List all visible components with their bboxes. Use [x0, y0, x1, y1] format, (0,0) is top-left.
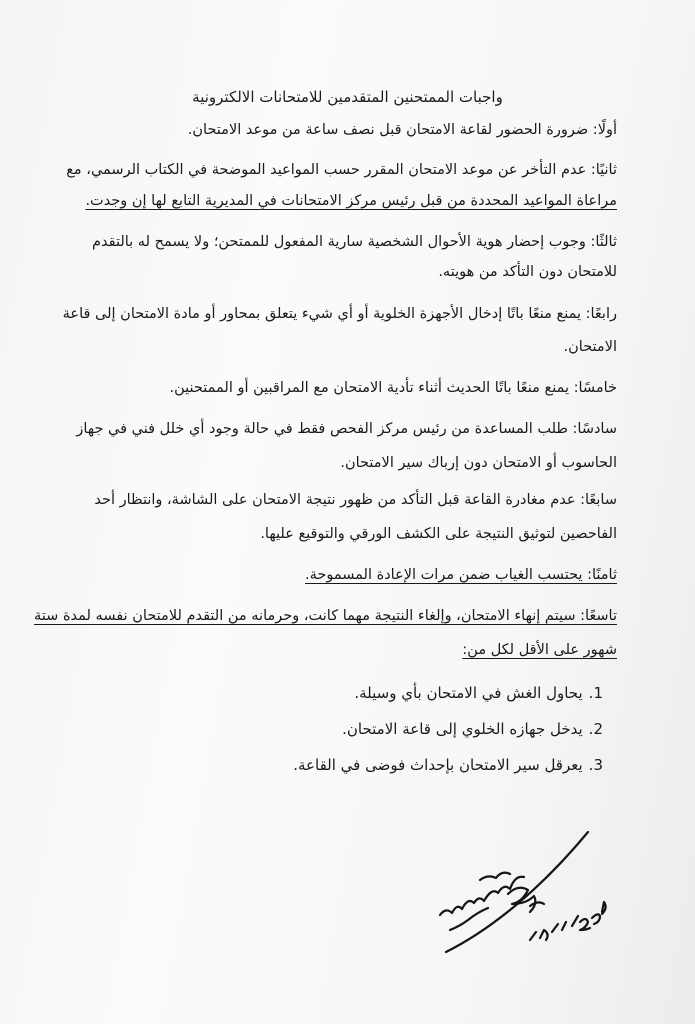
rule-9-underlined-text-2: شهور على الأقل لكل من:	[462, 642, 617, 658]
rule-8-underlined-text: ثامنًا: يحتسب الغياب ضمن مرات الإعادة المسموحة.	[305, 567, 617, 583]
rule-1: أولًا: ضرورة الحضور لقاعة الامتحان قبل نصف ساعة من موعد الامتحان.	[187, 122, 617, 138]
rule-8	[17, 567, 617, 583]
rule-9-line-1	[17, 608, 617, 624]
list-item-text: يحاول الغش في الامتحان بأي وسيلة.	[354, 684, 583, 702]
rule-3-line-1: ثالثًا: وجوب إحضار هوية الأحوال الشخصية سارية المفعول للممتحن؛ ولا يسمح له بالتقدم	[92, 234, 617, 250]
rule-2-line-1: ثانيًا: عدم التأخر عن موعد الامتحان المقرر حسب المواعيد الموضحة في الكتاب الرسمي، مع	[66, 162, 617, 178]
rule-2-line-2	[17, 193, 617, 209]
rule-2-underlined-text: مراعاة المواعيد المحددة من قبل رئيس مركز الامتحانات في المديرية التابع لها إن وجدت.	[85, 193, 617, 209]
rule-7-line-1: سابعًا: عدم مغادرة القاعة قبل التأكد من ظهور نتيجة الامتحان على الشاشة، وانتظار أحد	[94, 492, 617, 508]
list-item	[354, 684, 603, 702]
rule-9-line-2	[17, 642, 617, 658]
rule-5: خامسًا: يمنع منعًا باتًا الحديث أثناء تأدية الامتحان مع المراقبين أو الممتحنين.	[169, 380, 617, 396]
rule-6-line-2: الحاسوب أو الامتحان دون إرباك سير الامتحان.	[340, 455, 617, 471]
rule-7-line-2: الفاحصين لتوثيق النتيجة على الكشف الورقي والتوقيع عليها.	[260, 526, 617, 542]
list-item-number: 3.	[588, 756, 603, 774]
list-item-number: 1.	[588, 684, 603, 702]
rule-9-underlined-text: تاسعًا: سيتم إنهاء الامتحان، وإلغاء النتيجة مهما كانت، وحرمانه من التقدم للامتحان نفسه لمدة ستة	[34, 608, 617, 624]
list-item	[293, 756, 603, 774]
rule-3-line-2: للامتحان دون التأكد من هويته.	[438, 264, 617, 280]
list-item-text: يعرقل سير الامتحان بإحداث فوضى في القاعة.	[293, 756, 583, 774]
list-item	[342, 720, 603, 738]
list-item-text: يدخل جهازه الخلوي إلى قاعة الامتحان.	[342, 720, 583, 738]
handwritten-signature	[420, 820, 620, 960]
list-item-number: 2.	[588, 720, 603, 738]
page-title: واجبات الممتحنين المتقدمين للامتحانات الالكترونية	[192, 88, 503, 106]
rule-6-line-1: سادسًا: طلب المساعدة من رئيس مركز الفحص فقط في حالة وجود أي خلل فني في جهاز	[76, 421, 617, 437]
rule-4-line-1: رابعًا: يمنع منعًا باتًا إدخال الأجهزة الخلوية أو أي شيء يتعلق بمحاور أو مادة الامتحان إلى قاعة	[62, 306, 617, 322]
rule-4-line-2: الامتحان.	[563, 339, 617, 355]
